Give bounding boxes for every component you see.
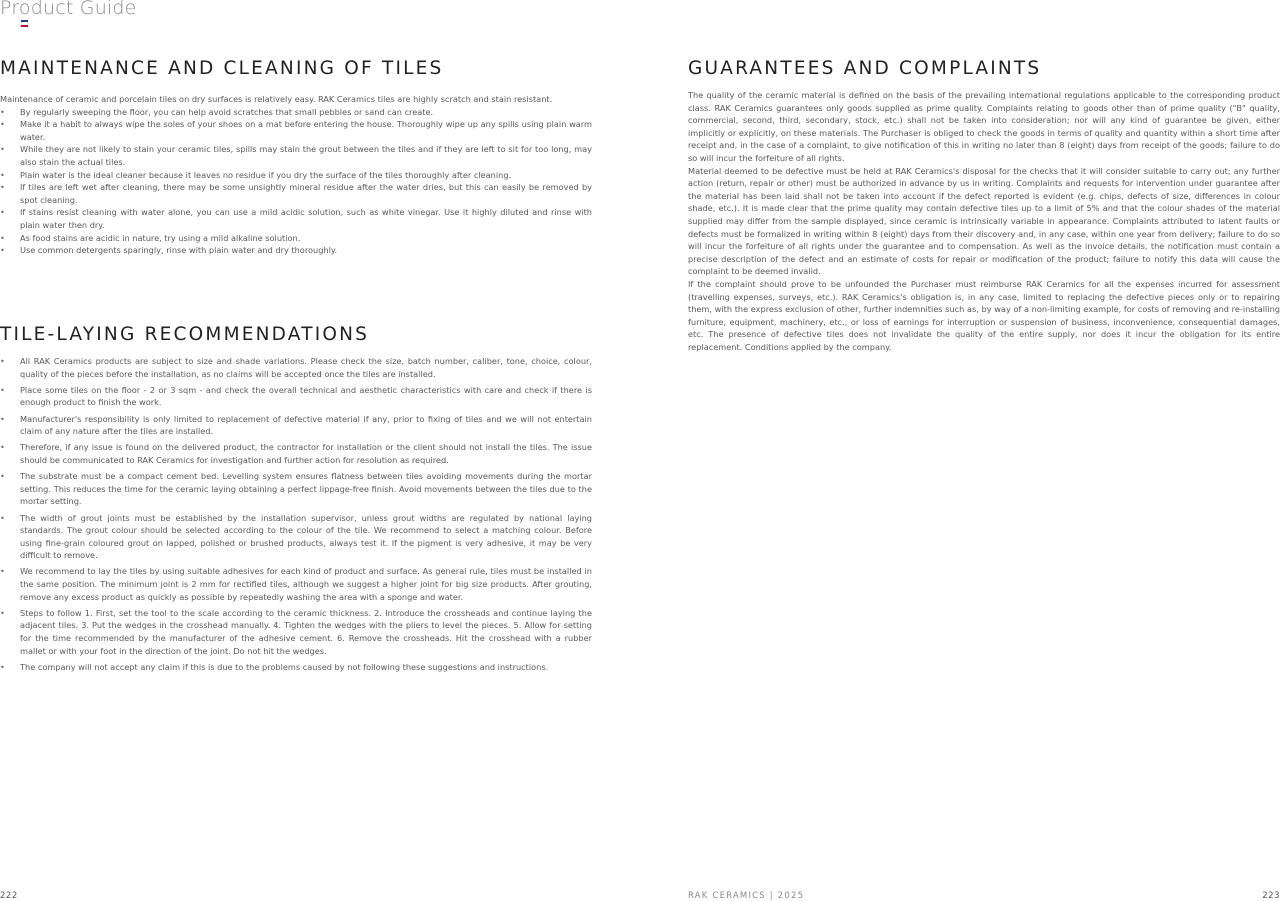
maintenance-title: MAINTENANCE AND CLEANING OF TILES	[0, 58, 444, 79]
list-item: • Plain water is the ideal cleaner because it leaves no residue if you dry the surface of the tiles thoroughly after cleaning.	[0, 169, 592, 182]
document-title: Product Guide	[0, 0, 137, 19]
list-item: • Therefore, if any issue is found on the delivered product, the contractor for installation or the client should not install the tiles. The issue should be communicated to RAK Ceramics for investigation and further action for resolution as required.	[0, 441, 592, 466]
list-item: • As food stains are acidic in nature, try using a mild alkaline solution.	[0, 232, 592, 245]
tile-laying-list	[0, 355, 592, 677]
flag-icon	[21, 20, 28, 27]
tile-laying-title: TILE-LAYING RECOMMENDATIONS	[0, 324, 370, 345]
list-item: • Manufacturer's responsibility is only limited to replacement of defective material if any, prior to fixing of tiles and we will not entertain claim of any nature after the tiles are installed.	[0, 413, 592, 438]
guarantees-title: GUARANTEES AND COMPLAINTS	[688, 58, 1042, 79]
guarantees-paragraph: The quality of the ceramic material is defined on the basis of the prevailing international regulations applicable to the corresponding product class. RAK Ceramics guarantees only goods supplied as prime quality. Complaints relating to goods other than of prime quality ("B" quality, commercial, second, third, secondary, stock, etc.) shall not be taken into consideration; nor will any kind of guarantee be given, either implicitly or explicitly, on these materials. The Purchaser is obliged to check the goods in terms of quality and quantity within a short time after receipt and, in the case of a complaint, to give notification of this in writing no later than 8 (eight) days from receipt of the goods; failure to do so will incur the forfeiture of all rights.	[688, 90, 1280, 163]
list-item: • Make it a habit to always wipe the soles of your shoes on a mat before entering the house. Thoroughly wipe up any spills using plain warm water.	[0, 118, 592, 143]
flag-stripe-bottom	[21, 25, 28, 27]
page-number-left: 222	[0, 891, 18, 901]
page-number-right: 223	[1262, 891, 1280, 901]
guarantees-paragraph: Material deemed to be defective must be held at RAK Ceramics's disposal for the checks that it will consider suitable to carry out; any further action (return, repair or other) must be authorized in advance by us in writing. Complaints and requests for intervention under guarantee after the material has been laid shall not be taken into account if the defect reported is evident (e.g. chips, defects of size, differences in colour shade, etc.). It is made clear that the prime quality may contain defective tiles up to a limit of 5% and that the colour shades of the material supplied may differ from the sample displayed, since ceramic is intrinsically variable in appearance. Complaints attributed to latent faults or defects must be formalized in writing within 8 (eight) days from their discovery and, in any case, within one year from delivery; failure to do so will incur the forfeiture of all rights under the guarantee and to compensation. As well as the invoice details, the notification must contain a precise description of the defect and an estimate of costs for repair or modification of the product; failure to notify this data will cause the complaint to be deemed invalid.	[688, 165, 1280, 277]
list-item: • The substrate must be a compact cement bed. Levelling system ensures flatness between tiles avoiding movements during the mortar setting. This reduces the time for the ceramic laying obtaining a perfect lippage-free finish. Avoid movements between the tiles due to the mortar setting.	[0, 470, 592, 508]
list-item: • We recommend to lay the tiles by using suitable adhesives for each kind of product and surface. As general rule, tiles must be installed in the same position. The minimum joint is 2 mm for rectified tiles, although we suggest a higher joint for big size products. After grouting, remove any excess product as quickly as possible by repeatedly washing the area with a sponge and water.	[0, 565, 592, 603]
list-item: • While they are not likely to stain your ceramic tiles, spills may stain the grout between the tiles and if they are left to sit for too long, may also stain the actual tiles.	[0, 143, 592, 168]
guarantees-body	[688, 89, 1280, 353]
list-item: • The width of grout joints must be established by the installation supervisor, unless grout widths are regulated by national laying standards. The grout colour should be selected according to the colour of the tile. We recommend to select a matching colour. Before using fine-grain coloured grout on lapped, polished or brushed products, always test it. If the pigment is very adhesive, it may be very difficult to remove.	[0, 512, 592, 562]
list-item: • Steps to follow 1. First, set the tool to the scale according to the ceramic thickness. 2. Introduce the crossheads and continue laying the adjacent tiles. 3. Put the wedges in the crosshead manually. 4. Tighten the wedges with the pliers to level the pieces. 5. Allow for setting for the time recommended by the manufacturer of the adhesive cement. 6. Remove the crossheads. Hit the crosshead with a rubber mallet or with your foot in the direction of the joint. Do not hit the wedges.	[0, 607, 592, 657]
maintenance-list	[0, 106, 592, 257]
list-item: • The company will not accept any claim if this is due to the problems caused by not following these suggestions and instructions.	[0, 661, 592, 674]
list-item: • If stains resist cleaning with water alone, you can use a mild acidic solution, such as white vinegar. Use it highly diluted and rinse with plain water then dry.	[0, 206, 592, 231]
list-item: • Place some tiles on the floor - 2 or 3 sqm - and check the overall technical and aesthetic characteristics with care and check if there is enough product to finish the work.	[0, 384, 592, 409]
list-item: • Use common detergents sparingly, rinse with plain water and dry thoroughly.	[0, 244, 592, 257]
footer-brand: RAK CERAMICS | 2025	[688, 891, 805, 901]
guarantees-paragraph: If the complaint should prove to be unfounded the Purchaser must reimburse RAK Ceramics for all the expenses incurred for assessment (travelling expenses, surveys, etc.). RAK Ceramics's obligation is, in any case, limited to replacing the defective pieces only or to repairing them, with the express exclusion of other, further indemnities such as, by way of a non-limiting example, for costs of removing and re-installing furniture, equipment, machinery, etc., or loss of earnings for interruption or suspension of business, inconvenience, consequential damages, etc. The presence of defective tiles does not invalidate the quality of the entire supply, nor does it incur the obligation for its entire replacement. Conditions applied by the company.	[688, 278, 1280, 352]
maintenance-intro: Maintenance of ceramic and porcelain tiles on dry surfaces is relatively easy. RAK Ceramics tiles are highly scratch and stain resistant.	[0, 94, 553, 104]
list-item: • By regularly sweeping the floor, you can help avoid scratches that small pebbles or sand can create.	[0, 106, 592, 119]
list-item: • All RAK Ceramics products are subject to size and shade variations. Please check the size, batch number, caliber, tone, choice, colour, quality of the pieces before the installation, as no claims will be accepted once the tiles are installed.	[0, 355, 592, 380]
list-item: • If tiles are left wet after cleaning, there may be some unsightly mineral residue after the water dries, but this can easily be removed by spot cleaning.	[0, 181, 592, 206]
